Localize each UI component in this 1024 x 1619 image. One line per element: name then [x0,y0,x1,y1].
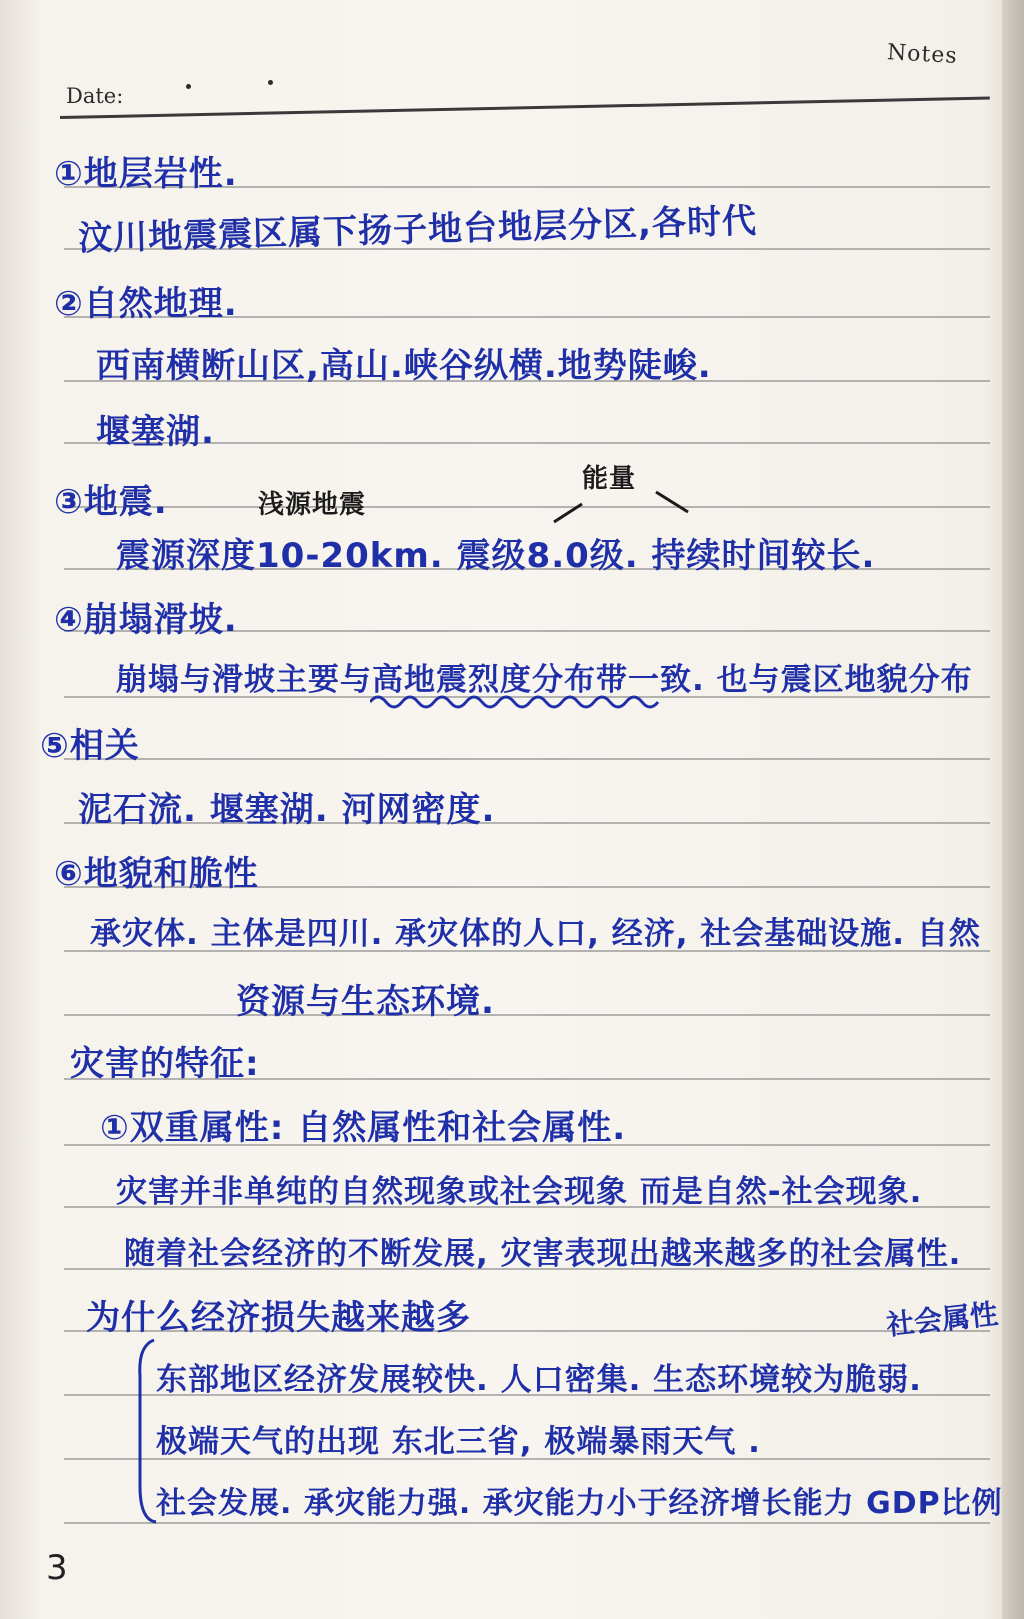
page-number: 3 [46,1548,68,1588]
note-line: 资源与生态环境. [236,982,495,1022]
note-line: 灾害并非单纯的自然现象或社会现象 而是自然-社会现象. [116,1174,923,1210]
note-line: ⑥地貌和脆性 [54,854,259,894]
note-line: ②自然地理. [54,284,238,324]
note-line: 极端天气的出现 东北三省, 极端暴雨天气 . [156,1424,761,1460]
underline-squiggle [370,690,660,712]
note-line: 为什么经济损失越来越多 [86,1298,471,1338]
note-line: ①地层岩性. [54,154,238,194]
notes-header: Notes [886,40,959,69]
date-dot [186,84,191,89]
ruled-line [64,758,990,760]
date-label: Date: [66,84,124,108]
note-line: 社会发展. 承灾能力强. 承灾能力小于经济增长能力 GDP比例 [156,1486,1003,1521]
note-line: ③地震. [54,482,168,522]
date-dot [268,80,273,85]
note-line: ④崩塌滑坡. [54,600,238,640]
note-line: 崩塌与滑坡主要与高地震烈度分布带一致. 也与震区地貌分布 [116,662,973,698]
note-line: 汶川地震震区属下扬子地台地层分区,各时代 [77,201,758,259]
note-line: 堰塞湖. [96,412,215,452]
annotation-energy: 能量 [582,464,637,494]
ruled-line [64,1522,990,1524]
note-line: 震源深度10-20km. 震级8.0级. 持续时间较长. [116,536,876,576]
note-line: 西南横断山区,高山.峡谷纵横.地势陡峻. [96,346,712,386]
margin-note: 社会属性 [884,1297,1000,1342]
note-line: 随着社会经济的不断发展, 灾害表现出越来越多的社会属性. [124,1236,962,1272]
header-rule [60,97,990,119]
note-line: 东部地区经济发展较快. 人口密集. 生态环境较为脆弱. [156,1362,922,1398]
note-line: 泥石流. 堰塞湖. 河网密度. [78,790,496,830]
note-line: ⑤相关 [40,726,140,766]
page-edge [1002,0,1024,1619]
annotation-shallow-quake: 浅源地震 [258,490,367,520]
note-line: 灾害的特征: [70,1044,260,1084]
energy-arrow-marks [548,478,708,528]
ruled-line [64,506,990,508]
note-line: ①双重属性: 自然属性和社会属性. [100,1108,627,1148]
ruled-line [64,1014,990,1016]
note-line: 承灾体. 主体是四川. 承灾体的人口, 经济, 社会基础设施. 自然 [90,916,981,952]
